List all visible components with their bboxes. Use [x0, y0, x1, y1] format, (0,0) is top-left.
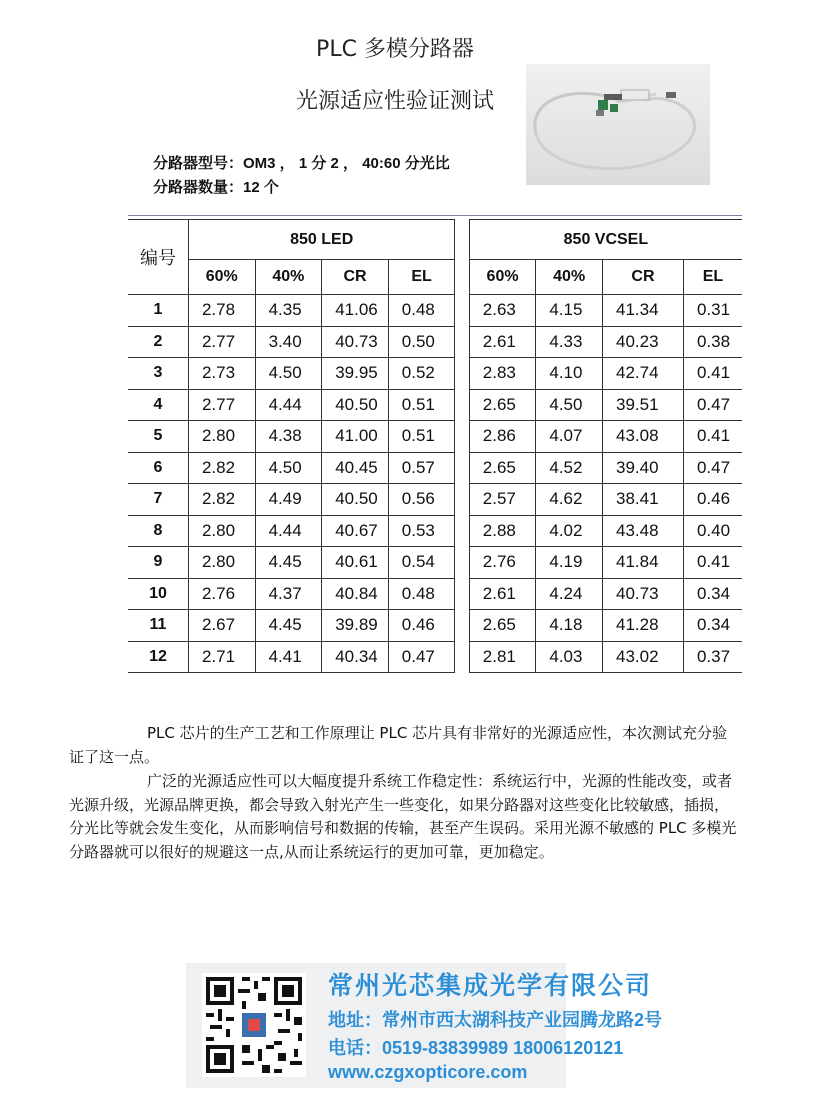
vcsel-value-cell: 2.65 — [469, 452, 536, 484]
table-row — [128, 515, 742, 547]
col-header-vcsel-cr: CR — [602, 260, 683, 295]
qr-code-icon — [202, 973, 306, 1077]
id-column-header: 编号 — [128, 220, 188, 295]
led-value-cell: 40.34 — [322, 641, 389, 673]
column-gap — [455, 515, 469, 547]
col-header-vcsel-el: EL — [683, 260, 742, 295]
vcsel-value-cell: 0.34 — [683, 578, 742, 610]
vcsel-value-cell: 43.08 — [602, 421, 683, 453]
splitter-quantity-line: 分路器数量：12 个 — [153, 179, 279, 196]
led-value-cell: 4.45 — [255, 610, 322, 642]
led-value-cell: 4.44 — [255, 389, 322, 421]
vcsel-value-cell: 2.86 — [469, 421, 536, 453]
vcsel-value-cell: 39.51 — [602, 389, 683, 421]
row-id-cell: 8 — [128, 515, 188, 547]
vcsel-value-cell: 43.48 — [602, 515, 683, 547]
row-id-cell: 12 — [128, 641, 188, 673]
led-value-cell: 0.57 — [388, 452, 455, 484]
led-value-cell: 0.46 — [388, 610, 455, 642]
vcsel-value-cell: 4.07 — [536, 421, 603, 453]
vcsel-value-cell: 4.18 — [536, 610, 603, 642]
vcsel-value-cell: 0.47 — [683, 389, 742, 421]
body-paragraph-1 — [69, 722, 737, 769]
vcsel-value-cell: 40.73 — [602, 578, 683, 610]
vcsel-value-cell: 2.88 — [469, 515, 536, 547]
col-header-led-40: 40% — [255, 260, 322, 295]
led-value-cell: 0.47 — [388, 641, 455, 673]
led-value-cell: 0.51 — [388, 389, 455, 421]
row-id-cell: 7 — [128, 484, 188, 516]
column-gap — [455, 326, 469, 358]
company-name: 常州光芯集成光学有限公司 — [328, 971, 653, 1000]
row-id-cell: 6 — [128, 452, 188, 484]
table-row — [128, 326, 742, 358]
vcsel-value-cell: 41.28 — [602, 610, 683, 642]
led-value-cell: 40.73 — [322, 326, 389, 358]
vcsel-value-cell: 2.65 — [469, 610, 536, 642]
vcsel-value-cell: 2.61 — [469, 326, 536, 358]
led-value-cell: 2.82 — [188, 484, 255, 516]
body-paragraph-2 — [69, 770, 737, 864]
led-value-cell: 0.48 — [388, 295, 455, 327]
vcsel-value-cell: 0.37 — [683, 641, 742, 673]
splitter-model-line: 分路器型号：OM3 ， 1 分 2 ， 40:60 分光比 — [153, 155, 450, 172]
page-subtitle: 光源适应性验证测试 — [295, 89, 494, 114]
led-value-cell: 0.52 — [388, 358, 455, 390]
col-header-led-60: 60% — [188, 260, 255, 295]
led-value-cell: 0.54 — [388, 547, 455, 579]
led-value-cell: 2.80 — [188, 515, 255, 547]
col-header-led-el: EL — [388, 260, 455, 295]
led-value-cell: 4.44 — [255, 515, 322, 547]
led-value-cell: 4.50 — [255, 452, 322, 484]
led-value-cell: 4.49 — [255, 484, 322, 516]
column-gap — [455, 358, 469, 390]
table-row — [128, 358, 742, 390]
column-gap — [455, 389, 469, 421]
led-value-cell: 40.50 — [322, 484, 389, 516]
vcsel-value-cell: 0.34 — [683, 610, 742, 642]
vcsel-value-cell: 0.47 — [683, 452, 742, 484]
led-value-cell: 39.95 — [322, 358, 389, 390]
vcsel-value-cell: 0.46 — [683, 484, 742, 516]
led-value-cell: 4.45 — [255, 547, 322, 579]
vcsel-value-cell: 38.41 — [602, 484, 683, 516]
table-row — [128, 452, 742, 484]
vcsel-value-cell: 0.40 — [683, 515, 742, 547]
vcsel-value-cell: 42.74 — [602, 358, 683, 390]
vcsel-value-cell: 2.57 — [469, 484, 536, 516]
led-value-cell: 41.06 — [322, 295, 389, 327]
table-row — [128, 389, 742, 421]
vcsel-value-cell: 4.50 — [536, 389, 603, 421]
row-id-cell: 11 — [128, 610, 188, 642]
paragraph-2-text: 广泛的光源适应性可以大幅度提升系统工作稳定性：系统运行中，光源的性能改变，或者光源升级，光源品牌更换，都会导致入射光产生一些变化，如果分路器对这些变化比较敏感，插损，分光比等就会发生变化，从而影响信号和数据的传输，甚至产生误码。采用光源不敏感的 PLC 多模光分路器就可以很好的规避这一点,从而让系统运行的更加可靠，更加稳定。 — [69, 772, 737, 861]
col-header-led-cr: CR — [322, 260, 389, 295]
led-value-cell: 0.53 — [388, 515, 455, 547]
column-gap — [455, 547, 469, 579]
led-value-cell: 40.61 — [322, 547, 389, 579]
led-value-cell: 0.48 — [388, 578, 455, 610]
paragraph-1-text: PLC 芯片的生产工艺和工作原理让 PLC 芯片具有非常好的光源适应性，本次测试充分验证了这一点。 — [69, 724, 728, 766]
table-body — [128, 295, 742, 673]
led-value-cell: 4.38 — [255, 421, 322, 453]
column-gap — [455, 578, 469, 610]
row-id-cell: 9 — [128, 547, 188, 579]
row-id-cell: 5 — [128, 421, 188, 453]
column-gap — [455, 421, 469, 453]
test-results-table — [128, 219, 742, 673]
row-id-cell: 4 — [128, 389, 188, 421]
column-gap — [455, 220, 469, 295]
led-value-cell: 40.45 — [322, 452, 389, 484]
vcsel-value-cell: 2.61 — [469, 578, 536, 610]
led-value-cell: 0.50 — [388, 326, 455, 358]
col-header-vcsel-60: 60% — [469, 260, 536, 295]
led-value-cell: 4.41 — [255, 641, 322, 673]
vcsel-value-cell: 4.10 — [536, 358, 603, 390]
led-value-cell: 2.73 — [188, 358, 255, 390]
column-gap — [455, 641, 469, 673]
vcsel-value-cell: 4.24 — [536, 578, 603, 610]
led-value-cell: 2.77 — [188, 326, 255, 358]
table-top-rule — [128, 215, 742, 216]
table-row — [128, 484, 742, 516]
vcsel-value-cell: 39.40 — [602, 452, 683, 484]
led-value-cell: 2.80 — [188, 421, 255, 453]
company-address: 地址：常州市西太湖科技产业园腾龙路2号 — [328, 1010, 663, 1030]
led-value-cell: 2.82 — [188, 452, 255, 484]
vcsel-value-cell: 4.62 — [536, 484, 603, 516]
led-value-cell: 39.89 — [322, 610, 389, 642]
vcsel-value-cell: 4.19 — [536, 547, 603, 579]
led-value-cell: 4.35 — [255, 295, 322, 327]
group-header-vcsel: 850 VCSEL — [469, 220, 742, 260]
row-id-cell: 10 — [128, 578, 188, 610]
led-value-cell: 0.51 — [388, 421, 455, 453]
col-header-vcsel-40: 40% — [536, 260, 603, 295]
vcsel-value-cell: 2.81 — [469, 641, 536, 673]
led-value-cell: 40.67 — [322, 515, 389, 547]
led-value-cell: 41.00 — [322, 421, 389, 453]
led-value-cell: 4.50 — [255, 358, 322, 390]
vcsel-value-cell: 41.34 — [602, 295, 683, 327]
led-value-cell: 3.40 — [255, 326, 322, 358]
vcsel-value-cell: 4.15 — [536, 295, 603, 327]
page-title: PLC 多模分路器 — [316, 37, 474, 62]
group-header-led: 850 LED — [188, 220, 454, 260]
column-gap — [455, 295, 469, 327]
row-id-cell: 1 — [128, 295, 188, 327]
table-row — [128, 547, 742, 579]
vcsel-value-cell: 2.83 — [469, 358, 536, 390]
led-value-cell: 40.84 — [322, 578, 389, 610]
row-id-cell: 2 — [128, 326, 188, 358]
table-row — [128, 578, 742, 610]
vcsel-value-cell: 4.33 — [536, 326, 603, 358]
vcsel-value-cell: 0.41 — [683, 421, 742, 453]
vcsel-value-cell: 40.23 — [602, 326, 683, 358]
table-row — [128, 610, 742, 642]
led-value-cell: 2.71 — [188, 641, 255, 673]
led-value-cell: 2.77 — [188, 389, 255, 421]
product-photo — [526, 64, 710, 185]
vcsel-value-cell: 4.52 — [536, 452, 603, 484]
company-website[interactable]: www.czgxopticore.com — [328, 1062, 528, 1082]
led-value-cell: 0.56 — [388, 484, 455, 516]
led-value-cell: 2.78 — [188, 295, 255, 327]
vcsel-value-cell: 41.84 — [602, 547, 683, 579]
column-gap — [455, 452, 469, 484]
vcsel-value-cell: 0.41 — [683, 547, 742, 579]
column-gap — [455, 610, 469, 642]
vcsel-value-cell: 43.02 — [602, 641, 683, 673]
table-row — [128, 641, 742, 673]
vcsel-value-cell: 0.38 — [683, 326, 742, 358]
vcsel-value-cell: 4.03 — [536, 641, 603, 673]
vcsel-value-cell: 4.02 — [536, 515, 603, 547]
column-gap — [455, 484, 469, 516]
vcsel-value-cell: 0.41 — [683, 358, 742, 390]
table-row — [128, 295, 742, 327]
led-value-cell: 2.80 — [188, 547, 255, 579]
vcsel-value-cell: 0.31 — [683, 295, 742, 327]
table-row — [128, 421, 742, 453]
vcsel-value-cell: 2.63 — [469, 295, 536, 327]
led-value-cell: 2.76 — [188, 578, 255, 610]
led-value-cell: 40.50 — [322, 389, 389, 421]
company-phone: 电话：0519-83839989 18006120121 — [328, 1038, 624, 1058]
vcsel-value-cell: 2.76 — [469, 547, 536, 579]
row-id-cell: 3 — [128, 358, 188, 390]
vcsel-value-cell: 2.65 — [469, 389, 536, 421]
led-value-cell: 4.37 — [255, 578, 322, 610]
led-value-cell: 2.67 — [188, 610, 255, 642]
